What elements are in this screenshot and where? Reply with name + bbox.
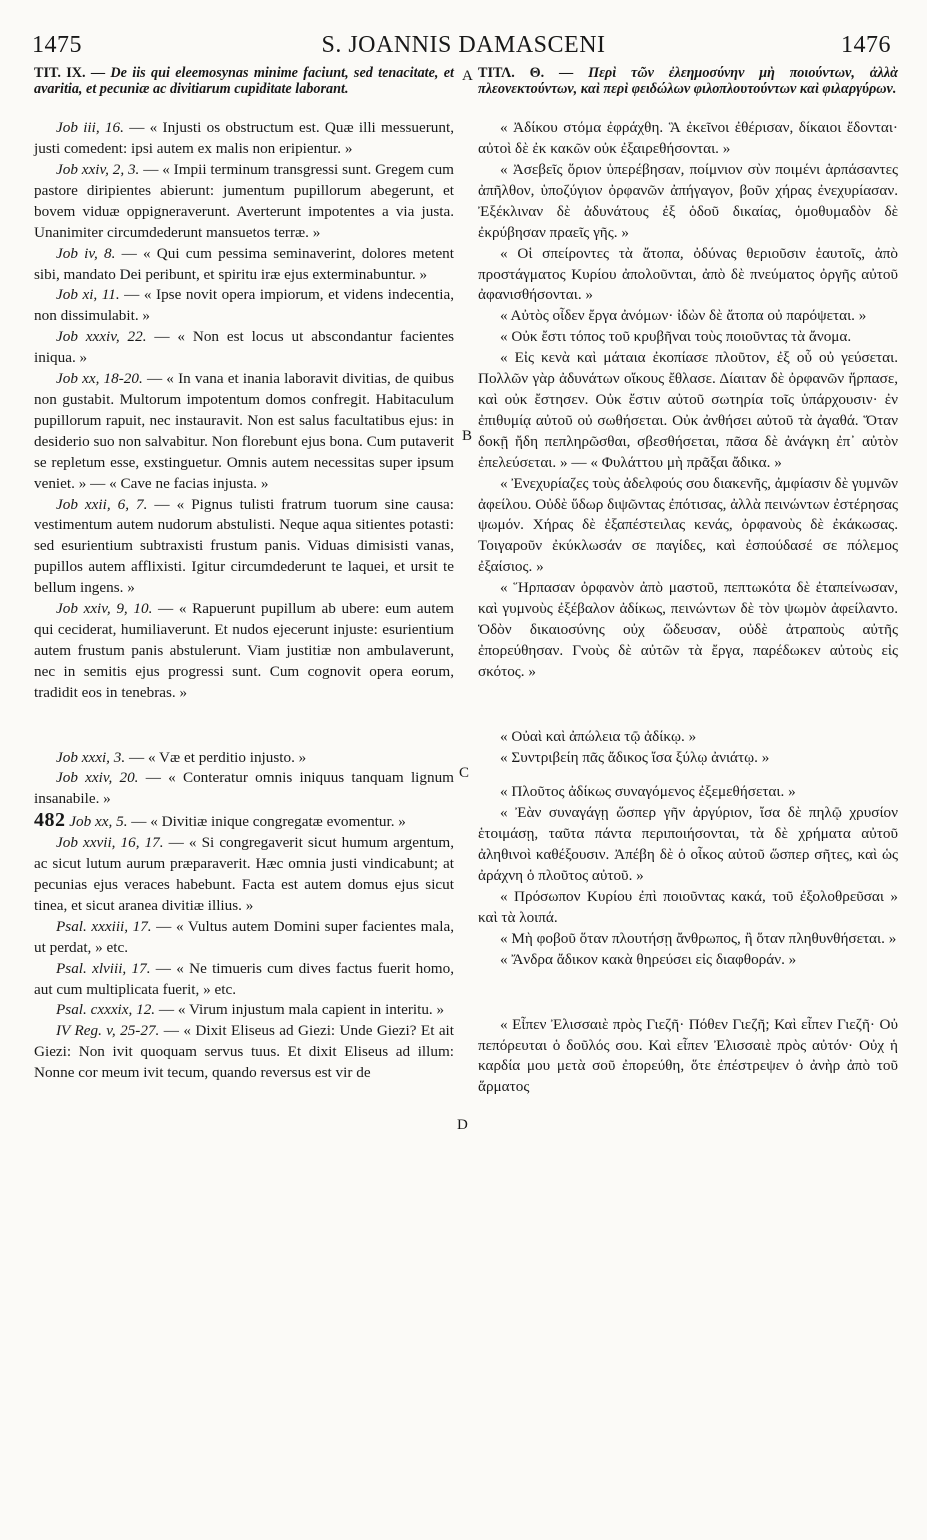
latin-verse bbox=[34, 917, 454, 959]
verse-text: « Πρόσωπον Κυρίου ἐπὶ ποιοῦντας κακά, τοῦ ἐξολοθρεῦσαι » καὶ τὰ λοιπά. bbox=[478, 888, 898, 926]
scripture-reference: Psal. xxxiii, 17. bbox=[56, 917, 152, 935]
latin-verse bbox=[34, 1021, 454, 1084]
margin-letter-c: C bbox=[459, 765, 470, 781]
verse-text: — « Injusti os obstructum est. Quæ illi messuerunt, justi comedent: ipsi autem ex malis non eripientur. » bbox=[34, 119, 454, 158]
scripture-reference: Job xxiv, 20. bbox=[56, 769, 139, 787]
greek-verse bbox=[478, 950, 898, 971]
scripture-reference: Job xxiv, 9, 10. bbox=[56, 600, 153, 618]
greek-verse bbox=[478, 474, 898, 579]
verse-text: « Ἐὰν συναγάγῃ ὥσπερ γῆν ἀργύριον, ἴσα δὲ πηλῷ χρυσίον ἑτοιμάσῃ, ταῦτα πάντα περιποιήσονται, τὰ δὲ χρήματα αὐτοῦ ἀληθινοὶ καθέξουσιν. Ἀπέβη δὲ ὁ οἶκος αὐτοῦ ὥσπερ σῆτες, καὶ ὡς ἀράχνη ὁ πλοῦτος αὐτοῦ. » bbox=[478, 804, 898, 885]
margin-letter-b: B bbox=[462, 428, 473, 444]
verse-text: « Ἄνδρα ἄδικον κακὰ θηρεύσει εἰς διαφθοράν. » bbox=[500, 950, 797, 968]
verse-text: — « Impii terminum transgressi sunt. Gregem cum pastore diripientes abierunt: jumentum pupillorum abegerunt, et bovem viduæ oppigneraverunt. Averterunt impotentes a via justa. Unanimiter circumdederunt mansuetos terræ. » bbox=[34, 161, 454, 241]
page-header bbox=[0, 32, 927, 66]
page-number-left: 1475 bbox=[32, 32, 82, 58]
greek-verse bbox=[478, 160, 898, 244]
latin-verse bbox=[34, 959, 454, 1001]
latin-title-text: De iis qui eleemosynas minime faciunt, sed tenacitate, et avaritia, et pecuniæ ac divitiarum cupiditate laborant. bbox=[34, 65, 455, 97]
latin-verse bbox=[34, 810, 454, 833]
verse-text: — « Ne timueris cum dives factus fuerit homo, aut cum multiplicata fuerit, » etc. bbox=[34, 959, 454, 998]
verse-text: « Ἥρπασαν ὀρφανὸν ἀπὸ μαστοῦ, πεπτωκότα δὲ ἐταπείνωσαν, καὶ γυμνοὺς ἐξέβαλον ἀδίκως, πεινώντων δὲ τὸν ψωμὸν ἀφείλαντο. Ὁδὸν δικαιοσύνης οὐχ ὥδευσαν, οὐδὲ ἀτραποὺς αὐτῆς ἐπορεύθησαν. Γνοὺς δὲ αὐτῶν τὰ ἔργα, παρέδωκεν αὐτοὺς εἰς σκότος. » bbox=[478, 579, 898, 680]
verse-text: — « Ipse novit opera impiorum, et videns indecentia, non dissimulabit. » bbox=[34, 286, 455, 325]
greek-title-text: Περὶ τῶν ἐλεημοσύνην μὴ ποιούντων, ἀλλὰ πλεονεκτούντων, καὶ περὶ φειδώλων φιλοπλουτούντων καὶ φιλαργύρων. bbox=[478, 65, 898, 97]
scripture-reference: Job iv, 8. bbox=[56, 244, 116, 262]
greek-verse bbox=[478, 327, 898, 348]
verse-text: « Οὐαὶ καὶ ἀπώλεια τῷ ἀδίκῳ. » bbox=[500, 727, 697, 745]
latin-column bbox=[34, 66, 454, 1084]
greek-verse bbox=[478, 782, 898, 803]
verse-text: « Μὴ φοβοῦ ὅταν πλουτήσῃ ἄνθρωπος, ἢ ὅταν πληθυνθήσεται. » bbox=[500, 929, 897, 947]
greek-verse bbox=[478, 578, 898, 683]
greek-verse bbox=[478, 306, 898, 327]
verse-text: — « Si congregaverit sicut humum argentum, ac sicut lutum aurum præparaverit. Hæc omnia justi vindicabunt; at pecunias ejus veraces habebunt. Facta est autem domus ejus sicut tinea, et sicut aranea divitiæ illius. » bbox=[34, 834, 454, 914]
latin-verse bbox=[34, 285, 454, 327]
greek-verse bbox=[478, 244, 898, 307]
running-title: S. JOANNIS DAMASCENI bbox=[321, 32, 606, 58]
latin-verse bbox=[34, 160, 454, 244]
scripture-reference: Job xxii, 6, 7. bbox=[56, 495, 148, 513]
greek-verse bbox=[478, 348, 898, 473]
latin-verse bbox=[34, 768, 454, 810]
verse-text: « Αὐτὸς οἶδεν ἔργα ἀνόμων· ἰδὼν δὲ ἄτοπα οὐ παρόψεται. » bbox=[500, 307, 867, 325]
scripture-reference: IV Reg. v, 25-27. bbox=[56, 1022, 160, 1040]
latin-verse bbox=[34, 369, 454, 494]
latin-verse bbox=[34, 118, 454, 160]
greek-title bbox=[478, 66, 898, 97]
greek-verse bbox=[478, 727, 898, 748]
verse-text: « Συντριβείη πᾶς ἄδικος ἴσα ξύλῳ ἀνιάτῳ. » bbox=[500, 748, 770, 766]
latin-verse bbox=[34, 748, 454, 769]
scripture-reference: Job xx, 18-20. bbox=[56, 370, 143, 388]
column-number: 482 bbox=[34, 809, 66, 832]
verse-text: — « Qui cum pessima seminaverint, dolores metent sibi, mandato Dei peribunt, et spiritu iræ ejus exterminabuntur. » bbox=[34, 244, 454, 283]
greek-column bbox=[478, 66, 898, 1098]
verse-text: « Οὐκ ἔστι τόπος τοῦ κρυβῆναι τοὺς ποιοῦντας τὰ ἄνομα. bbox=[500, 328, 852, 346]
latin-verse bbox=[34, 327, 454, 369]
scripture-reference: Job xxxiv, 22. bbox=[56, 328, 147, 346]
verse-text: — « Virum injustum mala capient in interitu. » bbox=[155, 1001, 445, 1019]
latin-verse bbox=[34, 833, 454, 917]
latin-verse bbox=[34, 599, 454, 704]
latin-title bbox=[34, 66, 454, 97]
verse-text: « Ἐνεχυρίαζες τοὺς ἀδελφούς σου διακενῆς, ἀμφίασιν δὲ γυμνῶν ἀφείλου. Οὐδὲ ὕδωρ διψῶντας ἐπότισας, ἀλλὰ πεινώντων ἐστέρησας ψωμόν. Χήρας δὲ ἐξαπέστειλας κενάς, ὀρφανοὺς δὲ ἐκάκωσας. Τοιγαροῦν ἐκύκλωσάν σε παγίδες, καὶ ἐσπούδασέ σε πόλεμος ἐξαίσιος. » bbox=[478, 474, 898, 576]
verse-text: — « Conteratur omnis iniquus tanquam lignum insanabile. » bbox=[34, 769, 454, 808]
verse-text: — « Væ et perditio injusto. » bbox=[125, 748, 307, 766]
greek-verse bbox=[478, 887, 898, 929]
margin-letter-d: D bbox=[457, 1117, 468, 1133]
verse-text: — « Dixit Eliseus ad Giezi: Unde Giezi? Et ait Giezi: Non ivit quoquam servus tuus. Et dixit Eliseus ad illum: Nonne cor meum ivit tecum, quando reversus est vir de bbox=[34, 1022, 455, 1082]
verse-text: — « Rapuerunt pupillum ab ubere: eum autem qui ceciderat, humiliaverunt. Et nudos ejecerunt injuste: esurientium autem frustum panis abstulerunt. Viam justitiæ non ambulaverunt, nec in semitis ejus progressi sunt. Cum cognovit opera eorum, tradidit eos in tenebras. » bbox=[34, 600, 454, 701]
scripture-reference: Job iii, 16. bbox=[56, 119, 124, 137]
verse-text: « Ἀδίκου στόμα ἐφράχθη. Ἃ ἐκεῖνοι ἐθέρισαν, δίκαιοι ἔδονται· αὐτοὶ δὲ ἐκ κακῶν οὐκ ἐξαιρεθήσονται. » bbox=[478, 119, 898, 158]
verse-text: — « Pignus tulisti fratrum tuorum sine causa: vestimentum autem nudorum abstulisti. Neque aqua sitientes potasti: sed esurientium subtraxisti frustum panis. Viduas dimisisti vanas, pupillos autem afflixisti. Igitur circumdederunt te laquei, et ursit te bellum ingens. » bbox=[34, 495, 454, 597]
verse-text: — « Divitiæ inique congregatæ evomentur. » bbox=[127, 813, 406, 831]
greek-verse bbox=[478, 1015, 898, 1099]
scripture-reference: Job xxxi, 3. bbox=[56, 748, 126, 766]
latin-verse bbox=[34, 244, 454, 286]
scripture-reference: Job xi, 11. bbox=[56, 286, 120, 304]
page-number-right: 1476 bbox=[841, 32, 891, 58]
latin-title-label: TIT. IX. — bbox=[34, 65, 111, 81]
latin-verse bbox=[34, 1000, 454, 1021]
scripture-reference: Job xxvii, 16, 17. bbox=[56, 834, 164, 852]
verse-text: — « In vana et inania laboravit divitias, de quibus non gustabit. Multorum impotentum domos confregit. Habitaculum pupillorum rapuit, nec instauravit. Non est salus facultatibus ejus: in desiderio suo non salvabitur. Non florebunt ejus bona. Cum putaverit se repletum esse, exstinguetur. Omnis autem necessitas super ipsum veniet. » — « Cave ne facias injusta. » bbox=[34, 370, 454, 492]
scripture-reference: Job xxiv, 2, 3. bbox=[56, 161, 140, 178]
greek-verse bbox=[478, 748, 898, 769]
scripture-reference: Job xx, 5. bbox=[69, 813, 128, 831]
verse-text: « Ἀσεβεῖς ὅριον ὑπερέβησαν, ποίμνιον σὺν ποιμένι ἁρπάσαντες ἀπῆλθον, ὑποζύγιον ὀρφανῶν ἀπήγαγον, βοῦν χήρας ἐνεχυρίασαν. Ἐξέκλιναν δὲ ἀδυνάτους ἐξ ὁδοῦ δικαίας, ὁμοθυμαδὸν δὲ ἐκρύβησαν πραεῖς γῆς. » bbox=[478, 161, 898, 241]
scripture-reference: Psal. xlviii, 17. bbox=[56, 959, 151, 977]
greek-verse bbox=[478, 803, 898, 887]
verse-text: « Εἶπεν Ἐλισσαιὲ πρὸς Γιεζῆ· Πόθεν Γιεζῆ; Καὶ εἶπεν Γιεζῆ· Οὐ πεπόρευται ὁ δοῦλός σου. Καὶ εἶπεν Ἐλισσαιὲ πρὸς αὐτόν· Οὐχ ἡ καρδία μου μετὰ σοῦ ἐπορεύθη, ὅτε ἐπέστρεψεν ὁ ἀνὴρ ἀπὸ τοῦ ἅρματος bbox=[478, 1015, 898, 1096]
verse-text: « Οἱ σπείροντες τὰ ἄτοπα, ὀδύνας θεριοῦσιν ἑαυτοῖς, ἀπὸ προστάγματος Κυρίου ἀπολοῦνται, ἀπὸ δὲ πνεύματος ὀργῆς αὐτοῦ ἀφανισθήσονται. » bbox=[478, 244, 898, 304]
verse-text: — « Non est locus ut abscondantur facientes iniqua. » bbox=[34, 328, 455, 367]
greek-verse bbox=[478, 929, 898, 950]
verse-text: « Εἰς κενὰ καὶ μάταια ἐκοπίασε πλοῦτον, ἐξ οὗ οὐ γεύσεται. Πολλῶν γὰρ ἀδυνάτων οἴκους ἔθλασε. Δίαιταν δὲ ὀρφανῶν ἥρπασε, καὶ οὐκ ἔστησεν. Οὐκ ἔστιν αὐτοῦ σωτηρία τοῖς ὑπάρχουσιν· ἐν ἐπιθυμίᾳ αὐτοῦ οὐ σωθήσεται. Οὐκ ἀνθήσει αὐτοῦ τὰ ἀγαθά. Ὅταν δοκῇ ἤδη πεπληρῶσθαι, σβεσθήσεται, πᾶσα δὲ ἀνάγκη ἐπ᾽ αὐτὸν ἐπελεύσεται. » — « Φυλάττου μὴ πρᾶξαι ἄδικα. » bbox=[478, 349, 898, 471]
greek-verse bbox=[478, 118, 898, 160]
latin-verse bbox=[34, 495, 454, 600]
scripture-reference: Psal. cxxxix, 12. bbox=[56, 1001, 156, 1019]
margin-letter-a: A bbox=[462, 68, 473, 84]
greek-title-label: ΤΙΤΛ. Θ. — bbox=[478, 65, 589, 81]
verse-text: « Πλοῦτος ἀδίκως συναγόμενος ἐξεμεθήσεται. » bbox=[500, 783, 796, 801]
verse-text: — « Vultus autem Domini super facientes mala, ut perdat, » etc. bbox=[34, 917, 454, 956]
